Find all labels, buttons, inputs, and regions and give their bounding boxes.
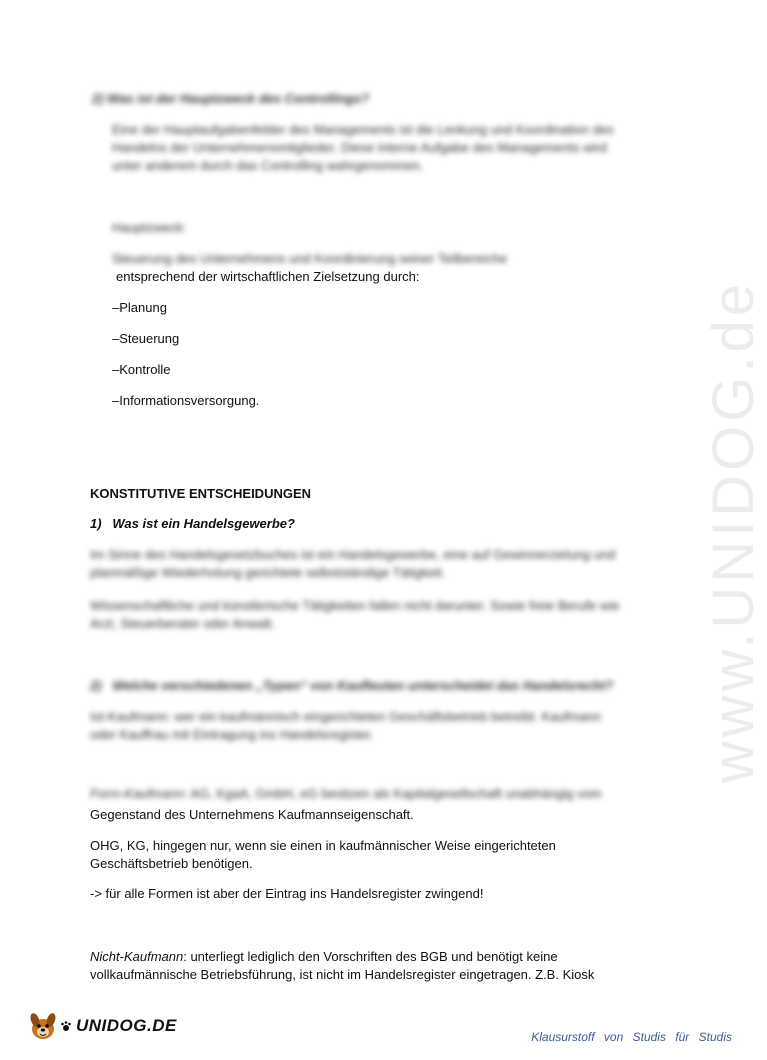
intro-line-1: Eine der Hauptaufgabenfelder des Managements ist die Lenkung und Koordination des	[112, 122, 614, 137]
hauptzweck-line-1: Steuerung des Unternehmens und Koordinierung seiner Teilbereiche	[112, 251, 508, 266]
nichtkaufmann-line-2: vollkaufmännische Betriebsführung, ist nicht im Handelsregister eingetragen. Z.B. Kiosk	[90, 967, 595, 982]
list-item-kontrolle: –Kontrolle	[112, 362, 171, 377]
question-handelsgewerbe: 1) Was ist ein Handelsgewerbe?	[90, 516, 295, 531]
list-item-planung: –Planung	[112, 300, 167, 315]
istkaufmann-line-2: oder Kauffrau mit Eintragung ins Handelsregister.	[90, 727, 374, 742]
list-item-steuerung: –Steuerung	[112, 331, 180, 346]
answer1-line-1: Im Sinne des Handelsgesetzbuches ist ein Handelsgewerbe, eine auf Gewinnerzielung und	[90, 547, 616, 562]
watermark-text: www.UNIDOG.de	[701, 280, 766, 784]
list-item-informationsversorgung: –Informationsversorgung.	[112, 393, 260, 408]
logo-text: UNIDOG.DE	[76, 1016, 177, 1035]
formkaufmann-rest: : AG, KgaA, GmbH, eG besitzen als Kapitalgesellschaft unabhängig vom	[183, 786, 602, 801]
answer1-line-2: planmäßige Wiederholung gerichtete selbstständige Tätigkeit.	[90, 565, 446, 580]
intro-line-3: unter anderem durch das Controlling wahrgenommen.	[112, 158, 424, 173]
footer-tagline: Klausurstoff von Studis für Studis	[531, 1030, 732, 1044]
nichtkaufmann-label: Nicht-Kaufmann	[90, 949, 184, 964]
formkaufmann-line-2: Gegenstand des Unternehmens Kaufmannseigenschaft.	[90, 807, 414, 822]
nichtkaufmann-line-1	[90, 948, 558, 965]
answer1b-line-2: Arzt, Steuerberater oder Anwalt.	[90, 616, 275, 631]
eintrag-note: -> für alle Formen ist aber der Eintrag ins Handelsregister zwingend!	[90, 886, 484, 901]
paw-icon	[60, 1020, 72, 1032]
intro-line-2: Handelns der Unternehmensmitglieder. Diese interne Aufgabe des Managements wird	[112, 140, 608, 155]
nichtkaufmann-rest: : unterliegt lediglich den Vorschriften des BGB und benötigt keine	[183, 949, 558, 964]
section-heading: KONSTITUTIVE ENTSCHEIDUNGEN	[90, 486, 312, 501]
question-controlling: 2) Was ist der Hauptzweck des Controllings?	[92, 91, 370, 106]
formkaufmann-label: Form-Kaufmann	[90, 786, 184, 801]
hauptzweck-line-2: entsprechend der wirtschaftlichen Zielsetzung durch:	[116, 269, 420, 284]
question-kaufleute: 2) Welche verschiedenen „Typen“ von Kaufleuten unterscheidet das Handelsrecht?	[90, 678, 614, 693]
unidog-logo	[26, 1008, 177, 1044]
ohg-line-2: Geschäftsbetrieb benötigen.	[90, 856, 253, 871]
istkaufmann-line-1: Ist-Kaufmann: wer ein kaufmännisch eingerichteten Geschäftsbetrieb betreibt. Kaufmann	[90, 709, 601, 724]
formkaufmann-line-1	[90, 785, 602, 802]
answer1b-line-1: Wissenschaftliche und künstlerische Tätigkeiten fallen nicht darunter. Sowie freie Berufe wie	[90, 598, 620, 613]
hauptzweck-label: Hauptzweck:	[112, 220, 187, 235]
dog-icon	[26, 1009, 60, 1043]
ohg-line-1: OHG, KG, hingegen nur, wenn sie einen in kaufmännischer Weise eingerichteten	[90, 838, 556, 853]
